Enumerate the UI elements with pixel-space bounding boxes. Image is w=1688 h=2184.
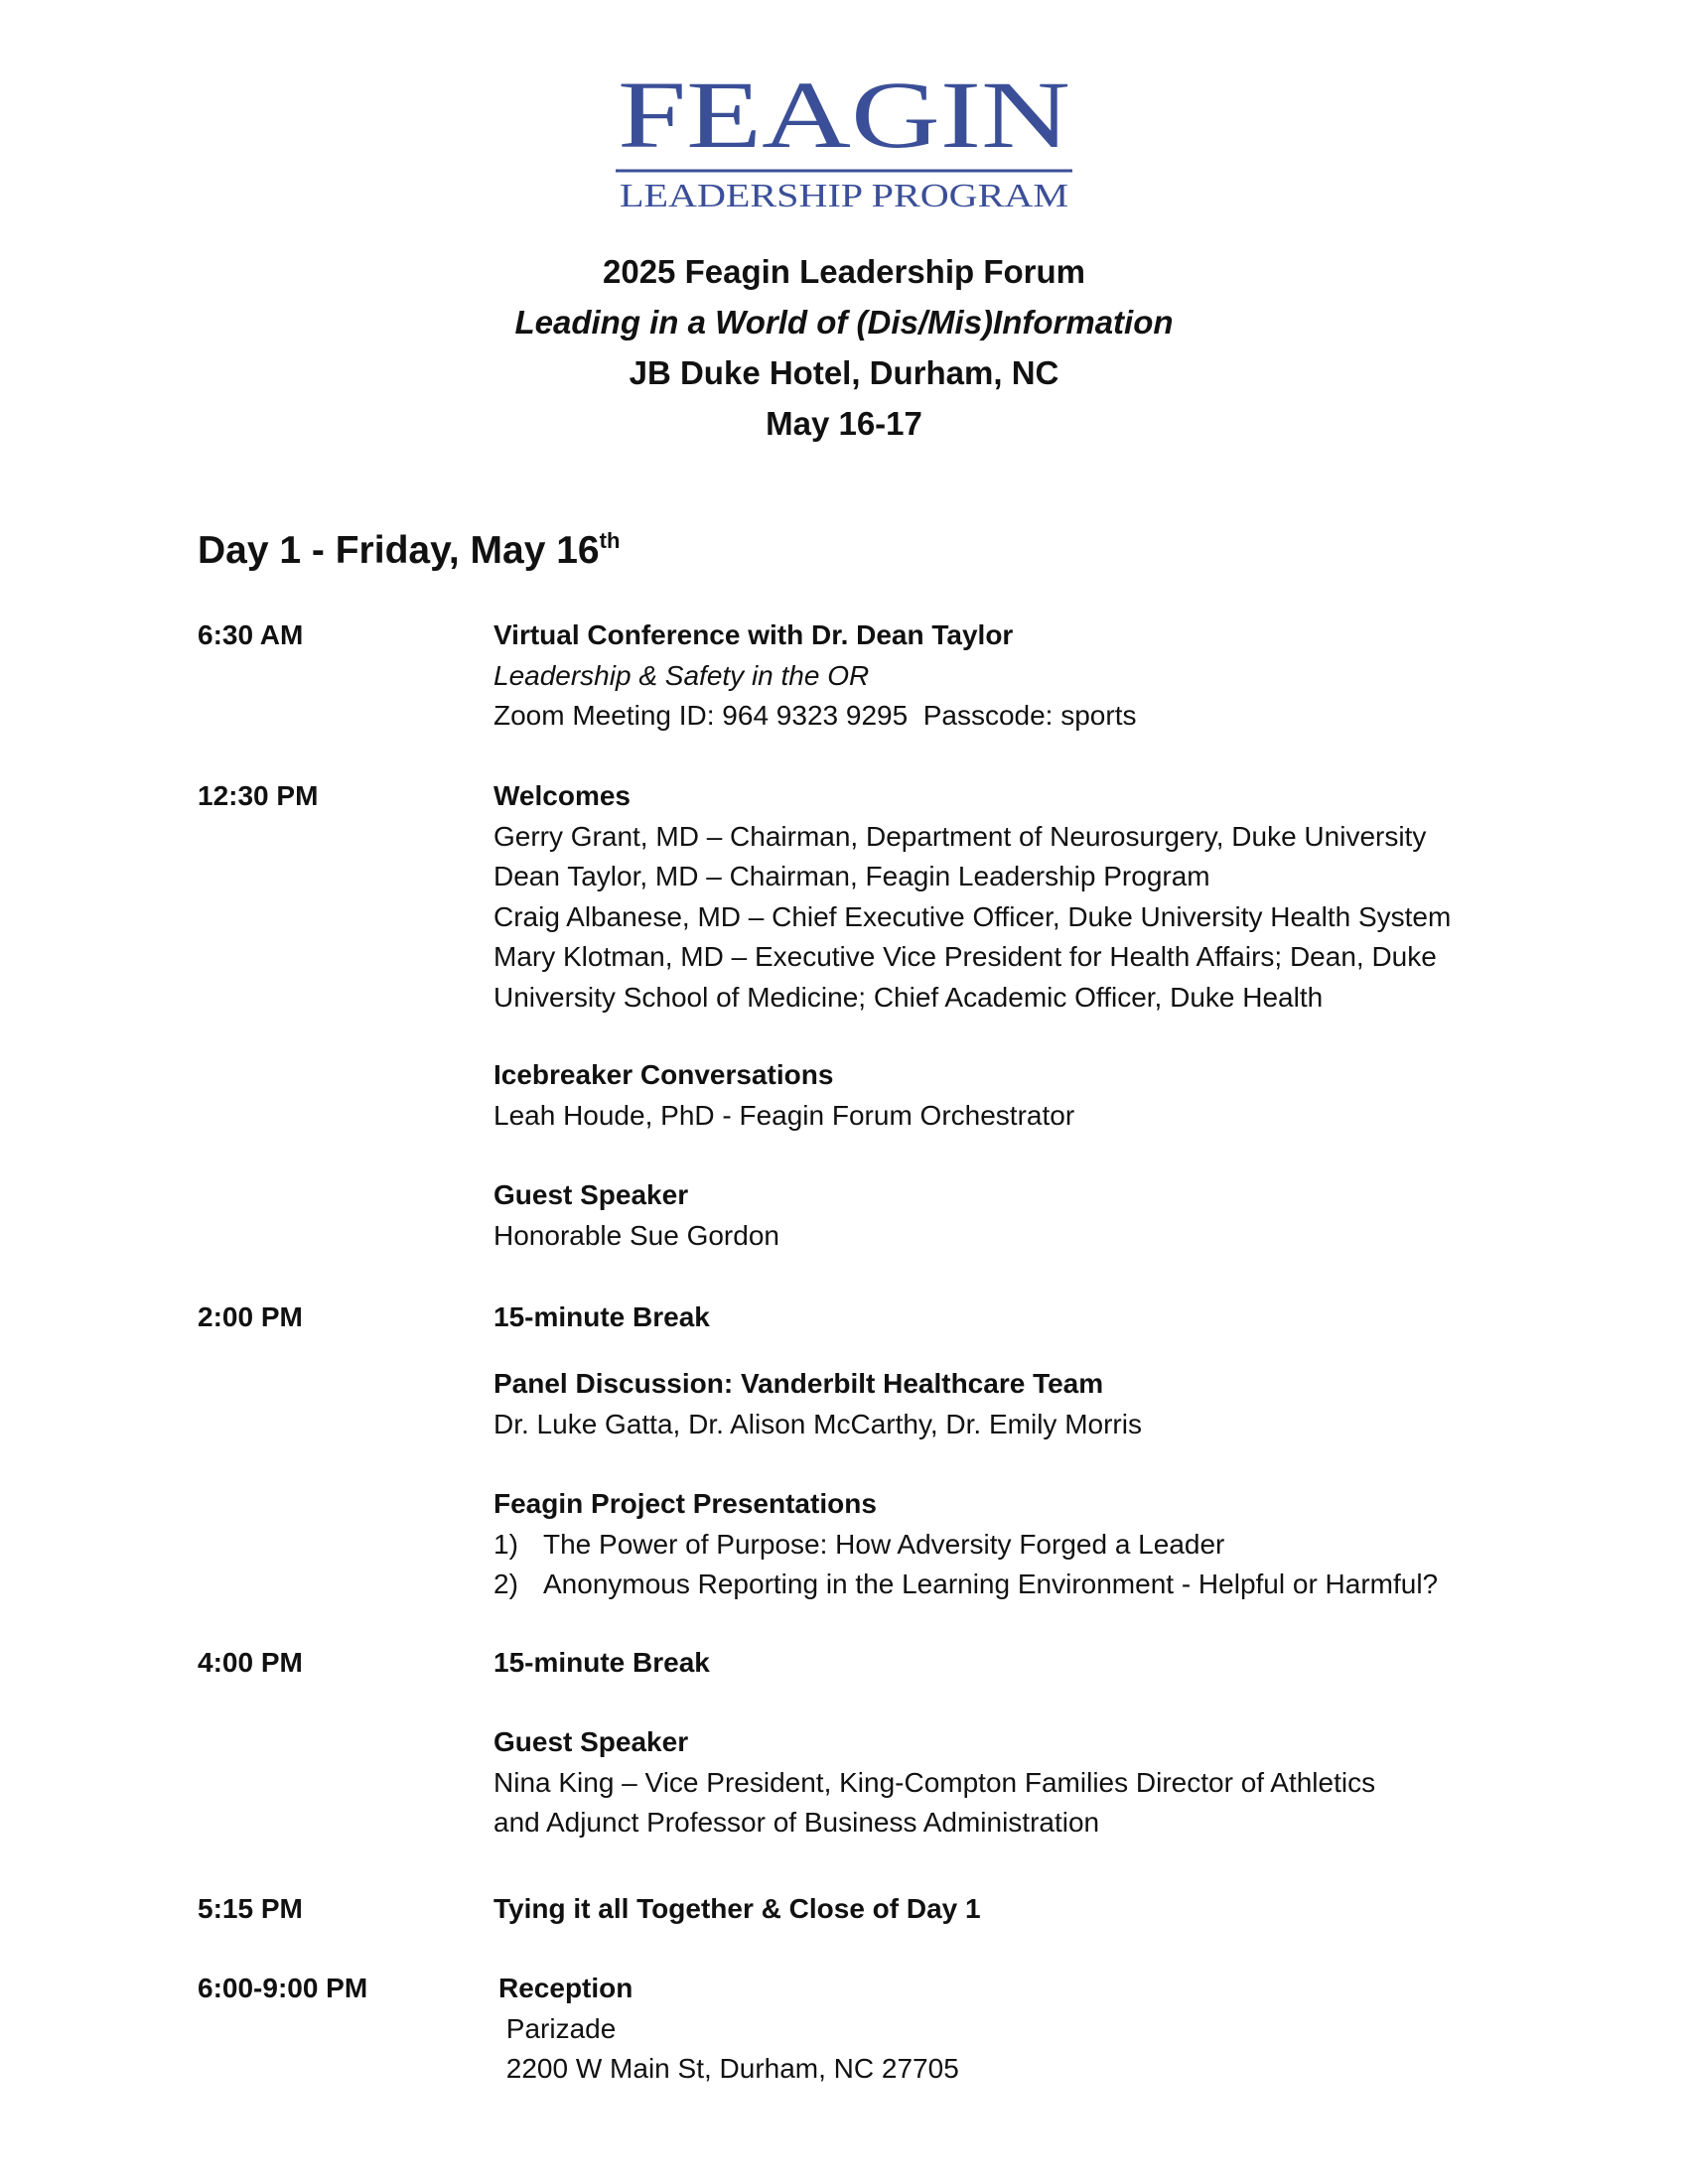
feagin-logo xyxy=(0,69,1688,228)
list-item xyxy=(493,1525,1438,1566)
item-title: Feagin Project Presentations xyxy=(493,1488,877,1519)
item-title: Icebreaker Conversations xyxy=(493,1059,834,1090)
time-label: 6:30 AM xyxy=(198,619,304,650)
forum-venue: JB Duke Hotel, Durham, NC xyxy=(629,354,1059,391)
time-label: 4:00 PM xyxy=(198,1647,303,1678)
item-detail: University School of Medicine; Chief Academic Officer, Duke Health xyxy=(493,981,1324,1013)
schedule-item-project-presentations xyxy=(493,1484,1438,1605)
schedule-item-virtual-conference xyxy=(493,615,1137,737)
logo-wordmark: FEAGIN xyxy=(618,69,1070,168)
item-detail: 2200 W Main St, Durham, NC 27705 xyxy=(498,2053,959,2084)
forum-title: 2025 Feagin Leadership Forum xyxy=(603,253,1085,290)
time-label: 12:30 PM xyxy=(198,780,319,811)
schedule-item-guest-speaker-1 xyxy=(493,1175,779,1256)
item-detail: Dr. Luke Gatta, Dr. Alison McCarthy, Dr. Emily Morris xyxy=(493,1408,1142,1439)
schedule-item-guest-speaker-2 xyxy=(493,1722,1375,1843)
logo-tagline: LEADERSHIP PROGRAM xyxy=(620,178,1068,214)
item-title: Guest Speaker xyxy=(493,1179,689,1210)
item-detail: Zoom Meeting ID: 964 9323 9295 Passcode: sports xyxy=(493,700,1137,731)
forum-subtitle: Leading in a World of (Dis/Mis)Information xyxy=(514,304,1174,341)
item-detail: Dean Taylor, MD – Chairman, Feagin Leadership Program xyxy=(493,861,1210,891)
logo-graphic xyxy=(606,69,1082,218)
item-title: Reception xyxy=(498,1973,633,2003)
item-detail: Honorable Sue Gordon xyxy=(493,1219,779,1251)
item-detail: Craig Albanese, MD – Chief Executive Officer, Duke University Health System xyxy=(493,900,1452,932)
schedule-item-break-2 xyxy=(493,1643,710,1684)
item-subtitle: Leadership & Safety in the OR xyxy=(493,659,870,691)
item-title: 15-minute Break xyxy=(493,1647,710,1678)
day-heading-text: Day 1 - Friday, May 16 xyxy=(198,529,600,572)
time-label: 5:15 PM xyxy=(198,1893,303,1924)
day-heading xyxy=(198,528,620,573)
item-detail: and Adjunct Professor of Business Administration xyxy=(493,1807,1100,1838)
schedule-item-welcomes xyxy=(493,776,1451,1018)
item-title: Guest Speaker xyxy=(493,1726,689,1757)
item-title: Welcomes xyxy=(493,780,631,811)
schedule-item-closing xyxy=(493,1889,981,1930)
item-title: Tying it all Together & Close of Day 1 xyxy=(493,1893,981,1924)
schedule-item-icebreaker xyxy=(493,1055,1074,1136)
list-item xyxy=(493,1565,1438,1605)
item-detail: Nina King – Vice President, King-Compton Families Director of Athletics xyxy=(493,1766,1376,1798)
item-detail: Gerry Grant, MD – Chairman, Department of Neurosurgery, Duke University xyxy=(493,820,1427,852)
list-text: Anonymous Reporting in the Learning Environment - Helpful or Harmful? xyxy=(543,1569,1439,1599)
schedule-item-reception xyxy=(498,1969,959,2090)
forum-dates: May 16-17 xyxy=(766,405,922,442)
list-number: 2) xyxy=(493,1569,518,1599)
schedule-item-panel-discussion xyxy=(493,1364,1142,1444)
item-detail: Mary Klotman, MD – Executive Vice President for Health Affairs; Dean, Duke xyxy=(493,941,1437,972)
item-title: Panel Discussion: Vanderbilt Healthcare Team xyxy=(493,1368,1104,1399)
list-text: The Power of Purpose: How Adversity Forged a Leader xyxy=(543,1528,1225,1560)
item-detail: Parizade xyxy=(498,2012,617,2044)
time-label: 2:00 PM xyxy=(198,1301,303,1332)
item-detail: Leah Houde, PhD - Feagin Forum Orchestrator xyxy=(493,1099,1075,1131)
item-title: 15-minute Break xyxy=(493,1301,710,1332)
schedule-item-break-1 xyxy=(493,1297,710,1338)
item-title: Virtual Conference with Dr. Dean Taylor xyxy=(493,619,1014,650)
day-heading-sup: th xyxy=(599,528,621,553)
document-header xyxy=(0,246,1688,449)
time-label: 6:00-9:00 PM xyxy=(198,1973,368,2003)
list-number: 1) xyxy=(493,1528,518,1560)
